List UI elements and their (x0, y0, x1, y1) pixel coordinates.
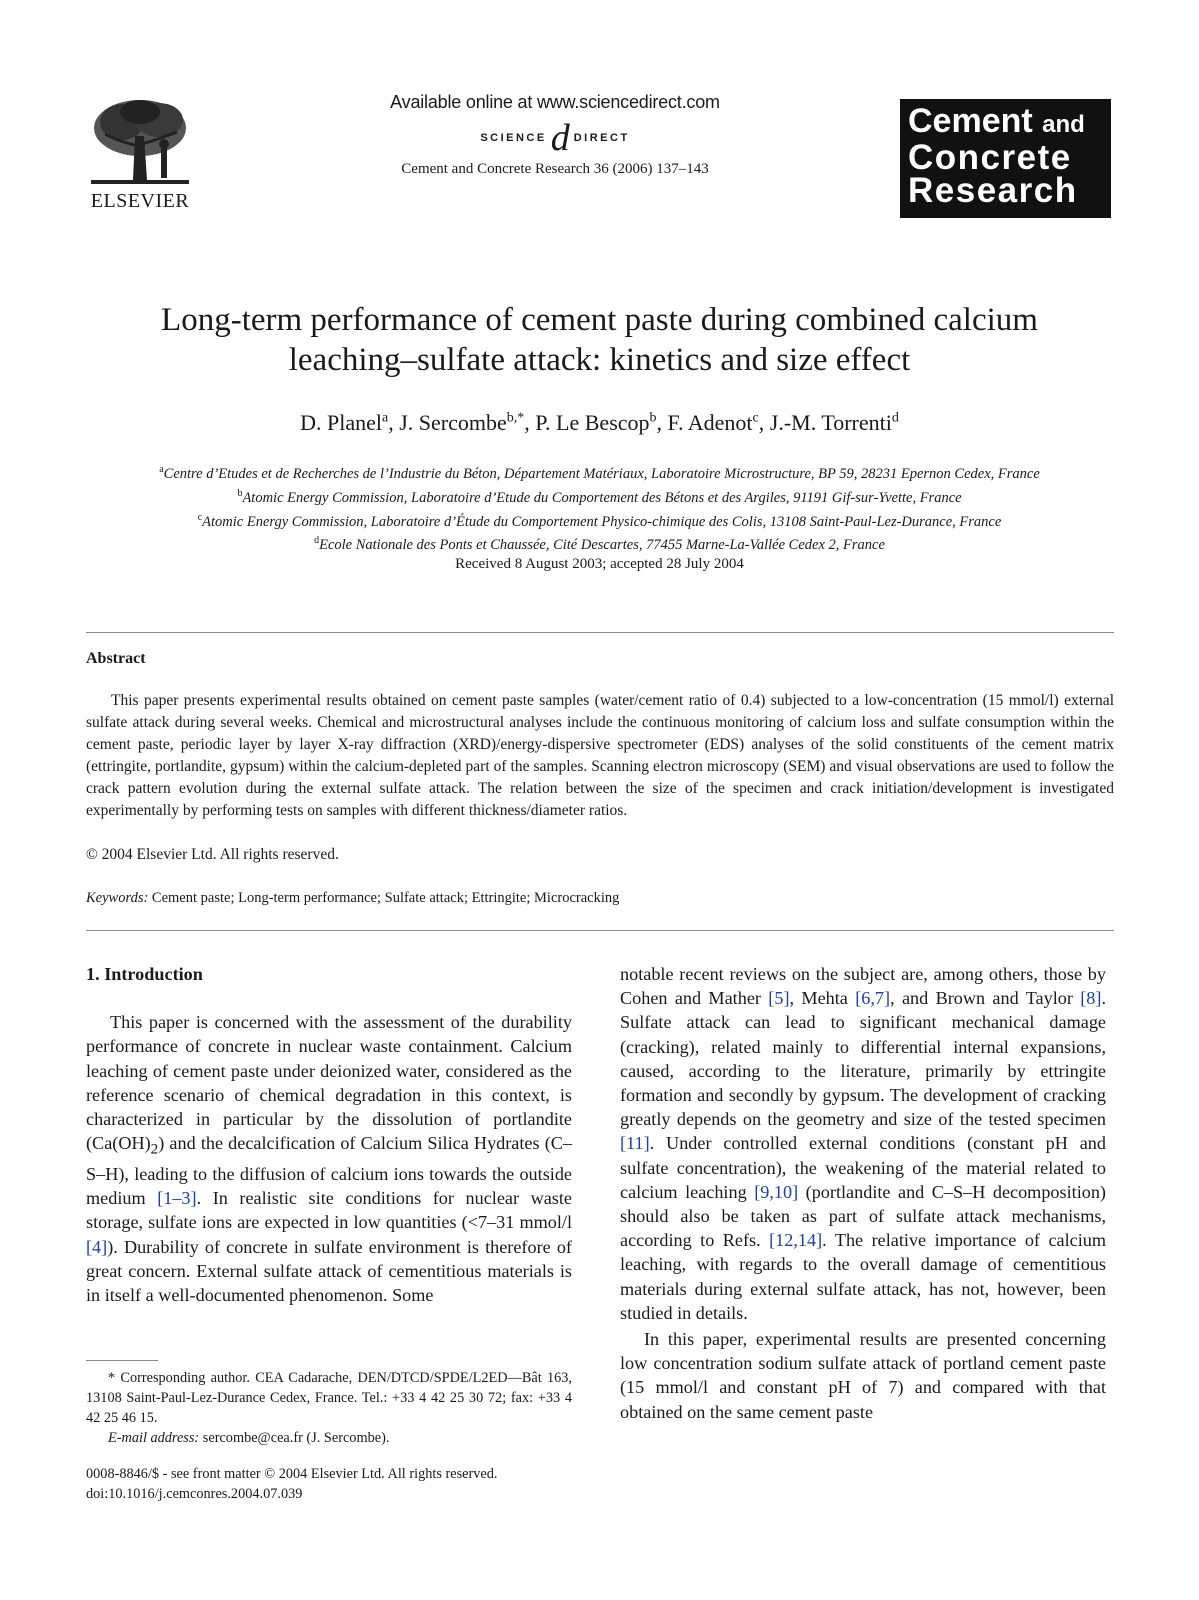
body-column-right (620, 962, 1106, 1424)
author: P. Le Bescop (535, 410, 650, 435)
divider (86, 632, 1114, 633)
email-label: E-mail address: (108, 1430, 200, 1446)
doi-line[interactable]: doi:10.1016/j.cemconres.2004.07.039 (86, 1486, 303, 1502)
citation-link[interactable]: [8] (1080, 988, 1102, 1009)
paragraph: notable recent reviews on the subject are, among others, those by Cohen and Mather [5], Mehta [6,7], and Brown and Taylor [8]. Sulfate attack can lead to significant mechanical damage (cracking), related mainly to differential internal expansions, caused, according to the literature, primarily by ettringite formation and secondly by gypsum. The development of cracking greatly depends on the geometry and size of the tested specimen [11]. Under controlled external conditions (constant pH and sulfate concentration), the weakening of the material related to calcium leaching [9,10] (portlandite and C–S–H decomposition) should also be taken as part of sulfate attack mechanisms, according to Refs. [12,14]. The relative importance of calcium leaching, with regards to the overall damage of cementitious materials during external sulfate attack, has not, however, been studied in details. (620, 964, 1107, 1323)
corresponding-author-note: * Corresponding author. CEA Cadarache, DEN/DTCD/SPDE/L2ED—Bât 163, 13108 Saint-Paul-Lez-Durance Cedex, France. Tel.: +33 4 42 25 30 72; fax: +33 4 42 25 46 15. (86, 1370, 572, 1426)
journal-header (330, 92, 780, 178)
title-line-2: leaching–sulfate attack: kinetics and size effect (288, 342, 911, 378)
sd-logo-mark: d (550, 117, 570, 159)
journal-citation: Cement and Concrete Research 36 (2006) 137–143 (401, 161, 709, 177)
body-column-left (86, 962, 572, 1307)
front-matter-info (86, 1464, 572, 1504)
citation-link[interactable]: [11] (620, 1133, 650, 1154)
received-dates: Received 8 August 2003; accepted 28 July 2004 (455, 556, 744, 572)
elsevier-logo (84, 96, 196, 213)
citation-link[interactable]: [12,14] (769, 1230, 823, 1251)
author-affil[interactable]: b,* (506, 410, 525, 426)
abstract-heading: Abstract (86, 650, 146, 667)
affiliation: $^d$Ecole Nationale des Ponts et Chaussée, Cité Descartes, 77455 Marne-La-Vallée Cedex 2, France (314, 535, 885, 554)
author-affil: c (752, 410, 759, 426)
section-heading: 1. Introduction (86, 964, 203, 984)
keywords-label: Keywords: (86, 890, 149, 906)
elsevier-tree-icon (87, 96, 193, 188)
email-note (108, 1430, 389, 1447)
abstract-text: This paper presents experimental results obtained on cement paste samples (water/cement ratio of 0.4) subjected to a low-concentration (15 mmol/l) external sulfate attack during several weeks. Chemical and microstructural analyses include the continuous monitoring of calcium loss and sulfate consumption within the cement paste, periodic layer by layer X-ray diffraction (XRD)/energy-dispersive spectrometer (EDS) analyses of the solid constituents of the cement matrix (ettringite, portlandite, gypsum) within the calcium-depleted part of the samples. Scanning electron microscopy (SEM) and visual observations are used to follow the crack pattern evolution during the external sulfate attack. The relation between the size of the specimen and crack initiation/development is investigated experimentally by performing tests on samples with different thickness/diameter ratios. (86, 692, 1114, 819)
footnote-divider (86, 1360, 158, 1361)
author-affil: d (891, 410, 899, 426)
keywords (86, 890, 619, 907)
author: J. Sercombe (399, 410, 507, 435)
sd-logo-right: DIRECT (573, 132, 630, 144)
publisher-name: ELSEVIER (90, 190, 190, 212)
journal-logo (900, 99, 1111, 218)
affiliation: $^c$Atomic Energy Commission, Laboratoire d’Étude du Comportement Physico-chimique des Colis, 13108 Saint-Paul-Lez-Durance, France (197, 511, 1002, 530)
author: F. Adenot (667, 410, 753, 435)
affiliation: $^b$Atomic Energy Commission, Laboratoire d’Etude du Comportement des Bétons et des Argiles, 91191 Gif-sur-Yvette, France (237, 487, 962, 506)
citation-link[interactable]: [6,7] (855, 988, 891, 1009)
sciencedirect-logo (330, 117, 780, 159)
journal-logo-and: and (1042, 111, 1085, 138)
citation-link[interactable]: [5] (768, 988, 790, 1009)
citation-link[interactable]: [1–3] (157, 1188, 197, 1209)
email-address[interactable]: sercombe@cea.fr (J. Sercombe). (202, 1430, 390, 1446)
paragraph: This paper is concerned with the assessment of the durability performance of concrete in nuclear waste containment. Calcium leaching of cement paste under deionized water, considered as the reference scenario of chemical degradation in this context, is characterized in particular by the dissolution of portlandite $(Ca(OH)_2)$ and the decalcification of Calcium Silica Hydrates (C–S–H), leading to the diffusion of calcium ions towards the outside medium [1–3]. In realistic site conditions for nuclear waste storage, sulfate ions are expected in low quantities (<7–31 mmol/l [4]). Durability of concrete in sulfate environment is therefore of great concern. External sulfate attack of cementitious materials is in itself a well-documented phenomenon. Some (86, 1012, 573, 1306)
author: J.-M. Torrenti (769, 410, 892, 435)
author-affil: a (382, 410, 389, 426)
article-title (84, 300, 1115, 380)
author: D. Planel (300, 410, 382, 435)
title-line-1: Long-term performance of cement paste during combined calcium (161, 302, 1038, 338)
citation-link[interactable]: [9,10] (754, 1181, 799, 1202)
affiliation: $^a$Centre d’Etudes et de Recherches de l’Industrie du Béton, Département Matériaux, Laboratoire Microstructure, BP 59, 28231 Epernon Cedex, France (159, 464, 1040, 482)
affiliations (84, 460, 1115, 555)
keywords-list: Cement paste; Long-term performance; Sulfate attack; Ettringite; Microcracking (151, 890, 620, 906)
issn-line: 0008-8846/$ - see front matter © 2004 Elsevier Ltd. All rights reserved. (86, 1466, 498, 1482)
citation-link[interactable]: [4] (86, 1236, 108, 1257)
paragraph: In this paper, experimental results are presented concerning low concentration sodium sulfate attack of portland cement paste (15 mmol/l and constant pH of 7) and compared with that obtained on the same cement paste (620, 1329, 1106, 1422)
author-list: D. Planel$^a$, J. Sercombe$^{b,*}$, P. Le Bescop$^b$, F. Adenot$^c$, J.-M. Torrenti$^d$ (300, 410, 899, 435)
available-online[interactable]: Available online at www.sciencedirect.com (390, 92, 720, 112)
sd-logo-left: SCIENCE (480, 132, 547, 144)
journal-logo-word3: Research (908, 171, 1078, 210)
journal-logo-word1: Cement (908, 102, 1033, 140)
abstract-copyright: © 2004 Elsevier Ltd. All rights reserved. (86, 846, 339, 863)
journal-logo-word2: Concrete (908, 138, 1072, 177)
divider (86, 930, 1114, 931)
author-affil: b (649, 410, 657, 426)
